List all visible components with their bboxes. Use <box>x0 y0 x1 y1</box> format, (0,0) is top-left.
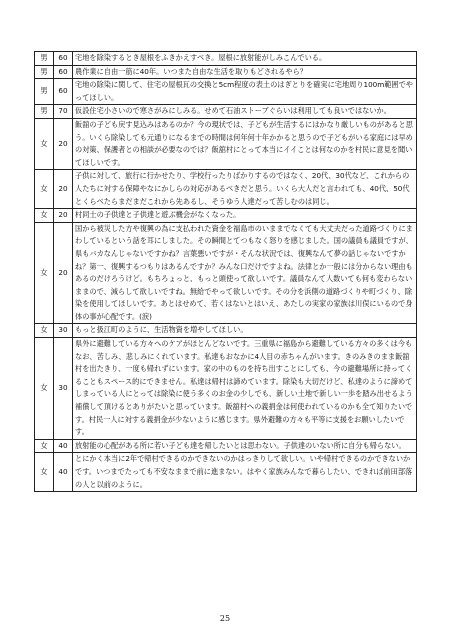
page-number: 25 <box>219 614 231 623</box>
age-cell: 60 <box>54 79 73 105</box>
table-row <box>35 79 417 105</box>
comment-cell: 農作業に自由一筋に40年。いつまた自由な生活を取りもどされるやら？ <box>73 65 417 79</box>
gender-cell: 女 <box>35 118 54 169</box>
gender-cell: 女 <box>35 338 54 440</box>
table-row <box>35 170 417 209</box>
table-row <box>35 52 417 66</box>
gender-cell: 女 <box>35 222 54 324</box>
table-row <box>35 222 417 324</box>
age-cell: 20 <box>54 209 73 223</box>
gender-cell: 女 <box>35 324 54 338</box>
comment-cell: 村同士の子供達と子供達と遊ぶ機会がなくなった。 <box>73 209 417 223</box>
table-row <box>35 338 417 440</box>
table-row <box>35 209 417 223</box>
age-cell: 20 <box>54 170 73 209</box>
comment-cell: 放射能の心配がある所に若い子ども達を帰したいとは思わない。子供達のいない所に自分も帰らない。 <box>73 439 417 453</box>
table-row <box>35 105 417 119</box>
comment-cell: とにかく本当に2年で帰村できるのかできないのかはっきりして欲しい。いや帰村できるのかできないかです。いつまでたっても不安なままで前に進まない。はやく家族みんなで暮らしたい、できれば前田部落の人と以前のように。 <box>73 453 417 492</box>
gender-cell: 男 <box>35 79 54 105</box>
table-row <box>35 324 417 338</box>
comment-cell: もっと扱江町のように、生活物資を増やしてほしい。 <box>73 324 417 338</box>
age-cell: 30 <box>54 338 73 440</box>
gender-cell: 男 <box>35 52 54 66</box>
gender-cell: 男 <box>35 105 54 119</box>
age-cell: 20 <box>54 118 73 169</box>
comment-cell: 県外に避難している方々へのケアがほとんどないです。三重県に福島から避難している方々の多くは今もなお、苦しみ、悲しみにくれています。私達もおなかに4人目の赤ちゃんがいます。きのみきのまま飯舘村を出たきり、一度も帰れずにいます。家の中のものを持ち出すことにしても、今の避難場所に持ってくることもスペース的にできません。私達は帰村は諦めています。除染も大切だけど、私達のように諦めてしまっている人にとっては除染に使う多くのお金の少しでも、新しい土地で新しい一歩を踏み出せるよう補償して頂けるとありがたいと思っています。飯舘村への義捐金は何使われているのかも全て知りたいです。村民一人に対する義捐金が少ないように感じます。県外避難の方々も平等に支援をお願いしたいです。 <box>73 338 417 440</box>
comment-cell: 国から被災した方や復興の為に支払われた資金を福島市のいままでなくても大丈夫だった道路づくりにまわしているという話を耳にしました。その瞬間とてつもなく怒りを感じました。国の議員も議員ですが、県もバカなんじゃないですかね？言葉悪いですが・そんな状況では、復興なんて夢の話じゃないですかね？第一、復興するつもりはあるんですか？みんな口だけですよね。法律とか一般には分からない理由もあるのだけろうけど。もちろょっと、もっと頭使って欲しいです。議員なんて人数いても何も変わらないままので、減らして欲しいですね。無給でやって欲しいです。その分を浜側の道路づくりや町づくり、除染を使用してほしいです。あとはせめて、若くはないとはいえ、あたしの実家の家族は川俣にいるので身体の事が心配です。(涙) <box>73 222 417 324</box>
age-cell: 40 <box>54 453 73 492</box>
comment-cell: 子供に対して、旅行に行かせたり、学校行ったりばかりするのではなく、20代、30代など、これからの人たちに対する保障やなにかしらの対応があるべきだと思う。いくら大人だと言われても、40代、50代とくらべたらまだまだこれから先あるし、そうゆう人達だって苦しむのは同じ。 <box>73 170 417 209</box>
gender-cell: 女 <box>35 439 54 453</box>
comment-cell: 宅地の除染に関して、住宅の屋根瓦の交換と5cm程度の表土のはぎとりを確実に宅地周り100m範囲でやってほしい。 <box>73 79 417 105</box>
age-cell: 20 <box>54 222 73 324</box>
gender-cell: 女 <box>35 453 54 492</box>
age-cell: 70 <box>54 105 73 119</box>
age-cell: 60 <box>54 65 73 79</box>
age-cell: 60 <box>54 52 73 66</box>
age-cell: 40 <box>54 439 73 453</box>
table-row <box>35 65 417 79</box>
survey-comments-table <box>34 51 417 492</box>
gender-cell: 男 <box>35 65 54 79</box>
table-body <box>35 52 417 492</box>
gender-cell: 女 <box>35 170 54 209</box>
table-row <box>35 439 417 453</box>
table-row <box>35 118 417 169</box>
gender-cell: 女 <box>35 209 54 223</box>
age-cell: 30 <box>54 324 73 338</box>
comment-cell: 飯舘の子ども戻す見込みはあるのか？今の現状では、子どもが生活するにはかなり厳しいものがあると思う。いくら除染しても元通りになるまでの時間は何年何十年かかると思うので子どもがいる家庭には早めの対策、保護者との相談が必要なのでは？飯舘村にとって本当にイイことは何なのかを村民に意見を聞いてほしいです。 <box>73 118 417 169</box>
comment-cell: 仮設住宅小さいので寒さがみにしみる。せめて石油ストーブぐらいは利用しても良いではないか。 <box>73 105 417 119</box>
table-row <box>35 453 417 492</box>
comment-cell: 宅地を除染するとき屋根をふきかえすべき。屋根に放射能がしみこんでいる。 <box>73 52 417 66</box>
